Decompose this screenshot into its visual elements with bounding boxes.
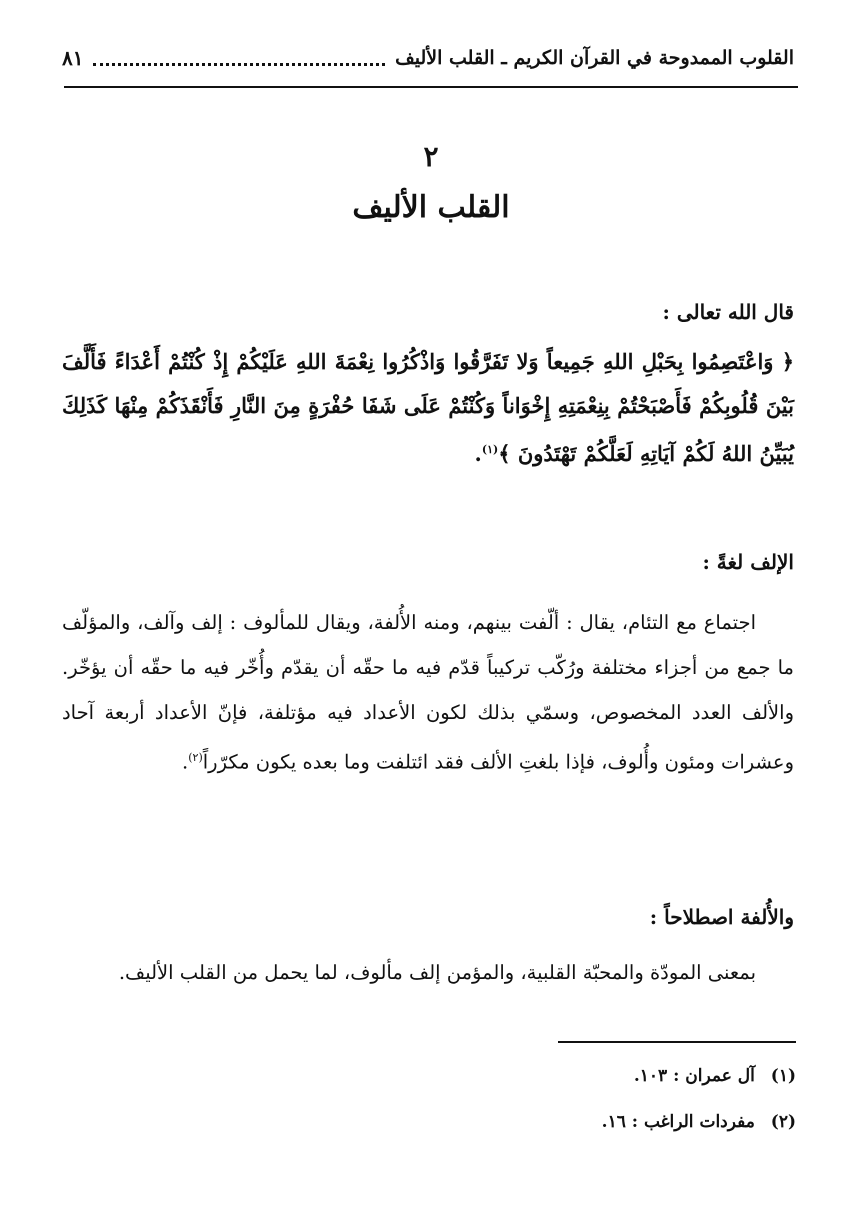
footnote-rule bbox=[558, 1041, 796, 1043]
intro-line: قال الله تعالى : bbox=[662, 300, 794, 324]
footnote-ref-2: (٢) bbox=[188, 751, 203, 764]
footnote-1-text: آل عمران : ١٠٣. bbox=[633, 1066, 755, 1086]
terminological-heading: والأُلفة اصطلاحاً : bbox=[649, 905, 794, 929]
page-number: ٨١ bbox=[62, 46, 84, 70]
linguistic-text: اجتماع مع التئام، يقال : ألّفت بينهم، ومنه الأُلفة، ويقال للمألوف : إلف وآلف، والمؤلّف ما جمع من أجزاء مختلفة ورُكّب تركيباً قدّم فيه ما حقّه أن يقدّم وأُخّر فيه ما حقّه أن يؤخّر. والألف العدد المخصوص، وسمّي بذلك لكون الأعداد فيه مؤتلفة، فإنّ الأعداد أربعة آحاد وعشرات ومئون وأُلوف، فإذا بلغتِ الألف فقد ائتلفت وما بعده يكون مكرّراً bbox=[62, 611, 794, 774]
quran-verse bbox=[62, 340, 794, 476]
footnote-ref-1: (١) bbox=[481, 443, 499, 456]
linguistic-heading: الإلف لغةً : bbox=[702, 550, 794, 574]
footnote-2-text: مفردات الراغب : ١٦. bbox=[601, 1112, 755, 1132]
footnote-1 bbox=[62, 1066, 796, 1086]
leader-dots bbox=[93, 63, 385, 66]
header-rule bbox=[64, 86, 798, 88]
footnote-2-mark: (٢) bbox=[770, 1112, 796, 1132]
footnote-1-mark: (١) bbox=[770, 1066, 796, 1086]
running-header-title: القلوب الممدوحة في القرآن الكريم ـ القلب الأليف bbox=[395, 47, 794, 69]
linguistic-end: . bbox=[182, 750, 189, 774]
chapter-title: القلب الأليف bbox=[352, 190, 510, 225]
verse-text: وَاعْتَصِمُوا بِحَبْلِ اللهِ جَمِيعاً وَلا تَفَرَّقُوا وَاذْكُرُوا نِعْمَةَ اللهِ عَلَيْكُمْ إِذْ كُنْتُمْ أَعْدَاءً فَأَلَّفَ بَيْنَ قُلُوبِكُمْ فَأَصْبَحْتُمْ بِنِعْمَتِهِ إِخْوَاناً وَكُنْتُمْ عَلَى شَفَا حُفْرَةٍ مِنَ النَّارِ فَأَنْقَذَكُمْ مِنْهَا كَذَلِكَ يُبَيِّنُ اللهُ لَكُمْ آيَاتِهِ لَعَلَّكُمْ تَهْتَدُونَ bbox=[62, 349, 794, 466]
linguistic-paragraph bbox=[62, 600, 794, 785]
verse-end: . bbox=[474, 441, 482, 466]
verse-open-bracket: ﴿ bbox=[781, 349, 794, 374]
footnote-2 bbox=[62, 1112, 796, 1132]
running-header bbox=[62, 40, 794, 76]
terminological-paragraph: بمعنى المودّة والمحبّة القلبية، والمؤمن إلف مألوف، لما يحمل من القلب الأليف. bbox=[118, 961, 756, 984]
chapter-number: ٢ bbox=[423, 140, 439, 173]
verse-close-bracket: ﴾ bbox=[498, 441, 511, 466]
